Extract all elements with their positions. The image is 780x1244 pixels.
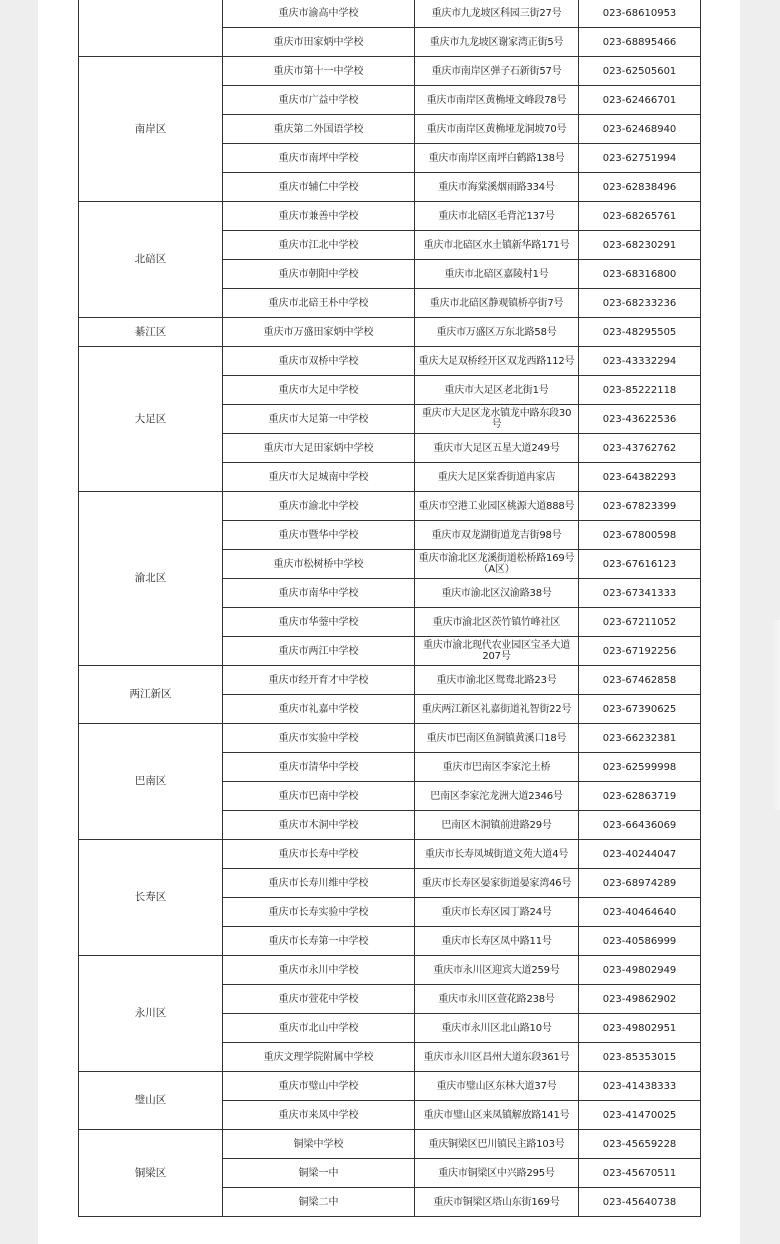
address-cell: 重庆市巴南区鱼洞镇黄溪口18号 <box>415 724 579 753</box>
district-cell: 长寿区 <box>79 840 223 956</box>
school-name-cell: 重庆市北山中学校 <box>223 1014 415 1043</box>
table-row <box>79 724 701 753</box>
district-cell: 北碚区 <box>79 202 223 318</box>
school-table <box>78 0 701 1217</box>
phone-cell: 023-68974289 <box>579 869 701 898</box>
address-cell: 重庆市长寿区晏家街道晏家湾46号 <box>415 869 579 898</box>
phone-cell: 023-68316800 <box>579 260 701 289</box>
phone-cell: 023-68610953 <box>579 0 701 28</box>
phone-cell: 023-67616123 <box>579 550 701 579</box>
school-name-cell: 重庆市第十一中学校 <box>223 57 415 86</box>
address-cell: 重庆市永川区迎宾大道259号 <box>415 956 579 985</box>
school-name-cell: 重庆第二外国语学校 <box>223 115 415 144</box>
school-name-cell: 重庆市大足城南中学校 <box>223 463 415 492</box>
district-cell: 綦江区 <box>79 318 223 347</box>
phone-cell: 023-68233236 <box>579 289 701 318</box>
phone-cell: 023-43622536 <box>579 405 701 434</box>
table-row <box>79 1072 701 1101</box>
address-cell: 重庆市南岸区南坪白鹤路138号 <box>415 144 579 173</box>
phone-cell: 023-45670511 <box>579 1159 701 1188</box>
address-cell: 重庆市空港工业园区桃源大道888号 <box>415 492 579 521</box>
school-name-cell: 重庆市南坪中学校 <box>223 144 415 173</box>
address-cell: 重庆市渝北区汉渝路38号 <box>415 579 579 608</box>
school-name-cell: 重庆市萱花中学校 <box>223 985 415 1014</box>
phone-cell: 023-85222118 <box>579 376 701 405</box>
address-cell: 巴南区木洞镇前进路29号 <box>415 811 579 840</box>
district-cell: 渝北区 <box>79 492 223 666</box>
table-row <box>79 202 701 231</box>
address-cell: 重庆市九龙坡区谢家湾正街5号 <box>415 28 579 57</box>
phone-cell: 023-48295505 <box>579 318 701 347</box>
school-name-cell: 重庆市实验中学校 <box>223 724 415 753</box>
school-name-cell: 重庆市暨华中学校 <box>223 521 415 550</box>
school-name-cell: 重庆市永川中学校 <box>223 956 415 985</box>
address-cell: 重庆市铜梁区中兴路295号 <box>415 1159 579 1188</box>
table-row <box>79 492 701 521</box>
school-name-cell: 重庆市南华中学校 <box>223 579 415 608</box>
table-row <box>79 840 701 869</box>
address-cell: 重庆市渝北现代农业园区宝圣大道207号 <box>415 637 579 666</box>
school-name-cell: 重庆市长寿中学校 <box>223 840 415 869</box>
address-cell: 重庆市北碚区水土镇新华路171号 <box>415 231 579 260</box>
address-cell: 重庆市长寿区园丁路24号 <box>415 898 579 927</box>
school-name-cell: 重庆市华蓥中学校 <box>223 608 415 637</box>
address-cell: 巴南区李家沱龙洲大道2346号 <box>415 782 579 811</box>
address-cell: 重庆大足区棠香街道冉家店 <box>415 463 579 492</box>
school-name-cell: 重庆市礼嘉中学校 <box>223 695 415 724</box>
school-name-cell: 重庆市木洞中学校 <box>223 811 415 840</box>
table-row <box>79 1130 701 1159</box>
district-cell <box>79 0 223 57</box>
school-name-cell: 重庆市万盛田家炳中学校 <box>223 318 415 347</box>
school-table-body <box>79 0 701 1217</box>
document-page <box>38 0 740 1244</box>
phone-cell: 023-62466701 <box>579 86 701 115</box>
school-name-cell: 重庆市璧山中学校 <box>223 1072 415 1101</box>
address-cell: 重庆市南岸区黄桷垭龙洞坡70号 <box>415 115 579 144</box>
phone-cell: 023-67462858 <box>579 666 701 695</box>
address-cell: 重庆市万盛区万东北路58号 <box>415 318 579 347</box>
school-name-cell: 重庆市松树桥中学校 <box>223 550 415 579</box>
school-name-cell: 重庆市广益中学校 <box>223 86 415 115</box>
school-name-cell: 重庆市大足田家炳中学校 <box>223 434 415 463</box>
phone-cell: 023-67800598 <box>579 521 701 550</box>
phone-cell: 023-40244047 <box>579 840 701 869</box>
school-name-cell: 重庆市长寿第一中学校 <box>223 927 415 956</box>
school-name-cell: 重庆市来凤中学校 <box>223 1101 415 1130</box>
address-cell: 重庆两江新区礼嘉街道礼智街22号 <box>415 695 579 724</box>
table-row <box>79 666 701 695</box>
phone-cell: 023-41470025 <box>579 1101 701 1130</box>
district-cell: 大足区 <box>79 347 223 492</box>
school-name-cell: 铜梁一中 <box>223 1159 415 1188</box>
school-name-cell: 重庆市清华中学校 <box>223 753 415 782</box>
school-name-cell: 重庆市双桥中学校 <box>223 347 415 376</box>
phone-cell: 023-68230291 <box>579 231 701 260</box>
address-cell: 重庆大足双桥经开区双龙西路112号 <box>415 347 579 376</box>
address-cell: 重庆市璧山区来凤镇解放路141号 <box>415 1101 579 1130</box>
phone-cell: 023-40464640 <box>579 898 701 927</box>
school-name-cell: 重庆市田家炳中学校 <box>223 28 415 57</box>
school-name-cell: 重庆市朝阳中学校 <box>223 260 415 289</box>
address-cell: 重庆市北碚区嘉陵村1号 <box>415 260 579 289</box>
address-cell: 重庆市海棠溪烟雨路334号 <box>415 173 579 202</box>
school-name-cell: 铜梁中学校 <box>223 1130 415 1159</box>
school-name-cell: 重庆市巴南中学校 <box>223 782 415 811</box>
school-name-cell: 重庆市江北中学校 <box>223 231 415 260</box>
address-cell: 重庆市永川区北山路10号 <box>415 1014 579 1043</box>
address-cell: 重庆市大足区龙水镇龙中路东段30号 <box>415 405 579 434</box>
school-name-cell: 重庆市渝高中学校 <box>223 0 415 28</box>
school-name-cell: 重庆市长寿川维中学校 <box>223 869 415 898</box>
address-cell: 重庆市渝北区茨竹镇竹峰社区 <box>415 608 579 637</box>
phone-cell: 023-62863719 <box>579 782 701 811</box>
table-row <box>79 0 701 28</box>
district-cell: 巴南区 <box>79 724 223 840</box>
phone-cell: 023-49862902 <box>579 985 701 1014</box>
phone-cell: 023-67823399 <box>579 492 701 521</box>
address-cell: 重庆市永川区萱花路238号 <box>415 985 579 1014</box>
phone-cell: 023-68265761 <box>579 202 701 231</box>
school-name-cell: 重庆文理学院附属中学校 <box>223 1043 415 1072</box>
school-table-container <box>78 0 701 1217</box>
school-name-cell: 重庆市渝北中学校 <box>223 492 415 521</box>
address-cell: 重庆市南岸区黄桷垭文峰段78号 <box>415 86 579 115</box>
phone-cell: 023-45640738 <box>579 1188 701 1217</box>
address-cell: 重庆铜梁区巴川镇民主路103号 <box>415 1130 579 1159</box>
scroll-edge <box>772 620 780 810</box>
phone-cell: 023-49802949 <box>579 956 701 985</box>
address-cell: 重庆市巴南区李家沱土桥 <box>415 753 579 782</box>
phone-cell: 023-41438333 <box>579 1072 701 1101</box>
table-row <box>79 318 701 347</box>
phone-cell: 023-67192256 <box>579 637 701 666</box>
school-name-cell: 重庆市北碚王朴中学校 <box>223 289 415 318</box>
phone-cell: 023-62505601 <box>579 57 701 86</box>
phone-cell: 023-68895466 <box>579 28 701 57</box>
school-name-cell: 重庆市辅仁中学校 <box>223 173 415 202</box>
address-cell: 重庆市北碚区静观镇桥亭街7号 <box>415 289 579 318</box>
phone-cell: 023-40586999 <box>579 927 701 956</box>
table-row <box>79 956 701 985</box>
school-name-cell: 重庆市兼善中学校 <box>223 202 415 231</box>
address-cell: 重庆市南岸区弹子石新街57号 <box>415 57 579 86</box>
address-cell: 重庆市双龙湖街道龙吉街98号 <box>415 521 579 550</box>
address-cell: 重庆市永川区昌州大道东段361号 <box>415 1043 579 1072</box>
phone-cell: 023-85353015 <box>579 1043 701 1072</box>
phone-cell: 023-67390625 <box>579 695 701 724</box>
phone-cell: 023-62751994 <box>579 144 701 173</box>
address-cell: 重庆市北碚区毛背沱137号 <box>415 202 579 231</box>
phone-cell: 023-49802951 <box>579 1014 701 1043</box>
address-cell: 重庆市璧山区东林大道37号 <box>415 1072 579 1101</box>
table-row <box>79 57 701 86</box>
address-cell: 重庆市长寿区凤中路11号 <box>415 927 579 956</box>
school-name-cell: 铜梁二中 <box>223 1188 415 1217</box>
district-cell: 铜梁区 <box>79 1130 223 1217</box>
phone-cell: 023-43762762 <box>579 434 701 463</box>
phone-cell: 023-43332294 <box>579 347 701 376</box>
school-name-cell: 重庆市长寿实验中学校 <box>223 898 415 927</box>
district-cell: 永川区 <box>79 956 223 1072</box>
address-cell: 重庆市大足区五星大道249号 <box>415 434 579 463</box>
school-name-cell: 重庆市大足第一中学校 <box>223 405 415 434</box>
address-cell: 重庆市大足区老北街1号 <box>415 376 579 405</box>
phone-cell: 023-67211052 <box>579 608 701 637</box>
phone-cell: 023-66436069 <box>579 811 701 840</box>
address-cell: 重庆市渝北区鸳鸯北路23号 <box>415 666 579 695</box>
district-cell: 南岸区 <box>79 57 223 202</box>
school-name-cell: 重庆市两江中学校 <box>223 637 415 666</box>
school-name-cell: 重庆市经开育才中学校 <box>223 666 415 695</box>
phone-cell: 023-66232381 <box>579 724 701 753</box>
district-cell: 两江新区 <box>79 666 223 724</box>
phone-cell: 023-67341333 <box>579 579 701 608</box>
school-name-cell: 重庆市大足中学校 <box>223 376 415 405</box>
table-row <box>79 347 701 376</box>
address-cell: 重庆市铜梁区塔山东街169号 <box>415 1188 579 1217</box>
phone-cell: 023-62838496 <box>579 173 701 202</box>
address-cell: 重庆市长寿凤城街道文苑大道4号 <box>415 840 579 869</box>
phone-cell: 023-62468940 <box>579 115 701 144</box>
phone-cell: 023-64382293 <box>579 463 701 492</box>
phone-cell: 023-62599998 <box>579 753 701 782</box>
district-cell: 璧山区 <box>79 1072 223 1130</box>
phone-cell: 023-45659228 <box>579 1130 701 1159</box>
address-cell: 重庆市渝北区龙溪街道松桥路169号（A区） <box>415 550 579 579</box>
address-cell: 重庆市九龙坡区科园三街27号 <box>415 0 579 28</box>
